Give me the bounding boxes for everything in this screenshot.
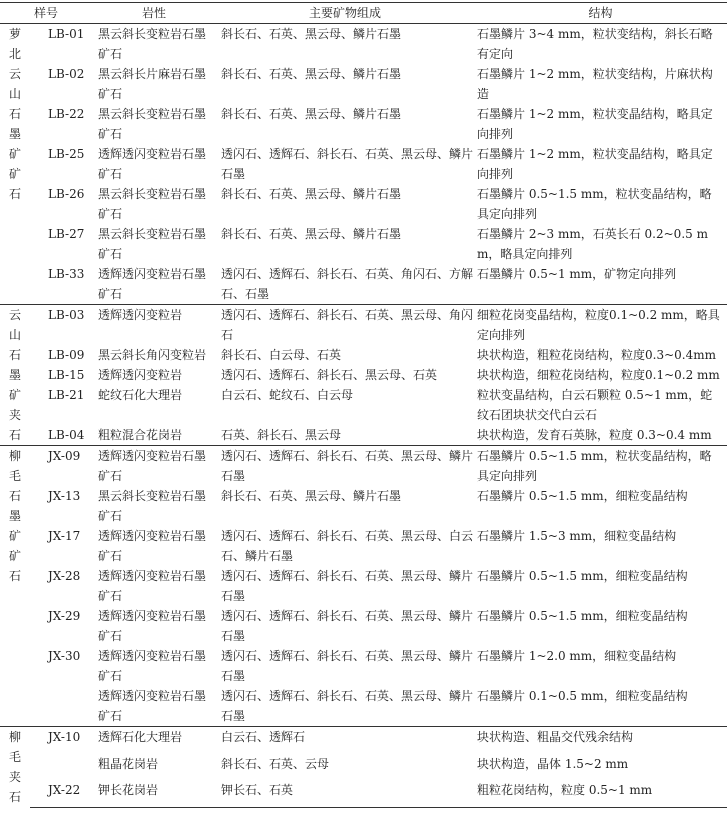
- table-row: [0, 566, 727, 606]
- minerals-cell: 透闪石、透辉石、斜长石、石英、黑云母、角闪石: [216, 305, 474, 346]
- sample-id-cell: LB-03: [30, 305, 92, 346]
- table-row: [0, 305, 727, 346]
- sample-id-cell: LB-01: [30, 24, 92, 65]
- sample-id-cell: [30, 754, 92, 780]
- rock-type-cell: 黑云斜长变粒岩石墨矿石: [98, 227, 207, 261]
- rock-type-cell: 透辉透闪变粒岩: [98, 368, 183, 382]
- sample-id-cell: JX-09: [30, 446, 92, 487]
- group-label-text: 柳毛石墨矿矿石: [8, 449, 21, 583]
- minerals-cell: 斜长石、石英、黑云母、鳞片石墨: [221, 187, 402, 201]
- minerals-cell: 透闪石、透辉石、斜长石、石英、黑云母、鳞片石墨: [221, 609, 474, 643]
- table-row: [0, 184, 727, 224]
- structure-cell: 块状构造，发育石英脉，粒度 0.3~0.4 mm: [477, 428, 712, 442]
- structure-cell: 石墨鳞片 1~2 mm，粒状变结构，片麻状构造: [477, 67, 713, 101]
- table-row: [0, 727, 727, 754]
- rock-type-cell: 粗晶花岗岩: [98, 756, 159, 771]
- sample-id-cell: LB-02: [48, 67, 85, 81]
- minerals-cell: 斜长石、白云母、石英: [221, 348, 342, 362]
- table-row: [0, 780, 727, 807]
- sample-id-cell: LB-33: [48, 267, 85, 281]
- sample-id-cell: JX-30: [48, 649, 81, 663]
- sample-id-cell: LB-15: [48, 368, 85, 382]
- group-label: [0, 24, 30, 305]
- header-rock-type: 岩性: [92, 3, 216, 24]
- minerals-cell: 透闪石、透辉石、斜长石、黑云母、石英: [221, 368, 438, 382]
- rock-type-cell: 透辉石化大理岩: [92, 727, 216, 754]
- group-label: [0, 446, 30, 727]
- rock-type-cell: 透辉透闪变粒岩石墨矿石: [98, 689, 207, 723]
- rock-type-cell: 黑云斜长变粒岩石墨矿石: [98, 107, 207, 141]
- structure-cell: 石墨鳞片 0.5~1.5 mm，细粒变晶结构: [477, 489, 688, 503]
- rock-type-cell: 黑云斜长片麻岩石墨矿石: [98, 67, 207, 101]
- table-row: [0, 345, 727, 365]
- table-row: [0, 446, 727, 487]
- minerals-cell: 斜长石、石英、黑云母、鳞片石墨: [221, 489, 402, 503]
- structure-cell: 石墨鳞片 1~2.0 mm，细粒变晶结构: [477, 649, 677, 663]
- structure-cell: 粒状变晶结构，白云石颗粒 0.5~1 mm，蛇纹石团块状交代白云石: [477, 388, 713, 422]
- rock-type-cell: 黑云斜长变粒岩石墨矿石: [98, 489, 207, 523]
- sample-id-cell: LB-09: [48, 348, 85, 362]
- group-label-text: 萝北云山石墨矿矿石: [8, 27, 21, 201]
- structure-cell: 石墨鳞片 0.5~1.5 mm，粒状变晶结构，略具定向排列: [477, 187, 712, 221]
- table-row: [0, 104, 727, 144]
- group-label: [0, 305, 30, 446]
- table-row: [0, 646, 727, 686]
- table-row: [0, 224, 727, 264]
- table-row: [0, 606, 727, 646]
- minerals-cell: 透闪石、透辉石、斜长石、石英、黑云母、鳞片石墨: [221, 689, 474, 723]
- minerals-cell: 透闪石、透辉石、斜长石、石英、黑云母、鳞片石墨: [216, 446, 474, 487]
- table-row: [0, 754, 727, 780]
- sample-id-cell: LB-25: [48, 147, 85, 161]
- rock-type-cell: 透辉透闪变粒岩石墨矿石: [98, 267, 207, 301]
- minerals-cell: 透闪石、透辉石、斜长石、石英、黑云母、鳞片石墨: [221, 147, 474, 181]
- structure-cell: 细粒花岗变晶结构，粒度0.1~0.2 mm，略具定向排列: [474, 305, 727, 346]
- rock-type-cell: 透辉透闪变粒岩石墨矿石: [98, 609, 207, 643]
- sample-id-cell: JX-17: [48, 529, 81, 543]
- minerals-cell: 斜长石、石英、黑云母、鳞片石墨: [221, 107, 402, 121]
- table-row: [0, 264, 727, 305]
- sample-id-cell: [30, 686, 92, 727]
- sample-id-cell: LB-26: [48, 187, 85, 201]
- structure-cell: 石墨鳞片 1.5~3 mm，细粒变晶结构: [477, 529, 677, 543]
- rock-type-cell: 黑云斜长变粒岩石墨矿石: [92, 24, 216, 65]
- structure-cell: 石墨鳞片 0.5~1 mm，矿物定向排列: [477, 267, 677, 281]
- minerals-cell: 透闪石、透辉石、斜长石、石英、角闪石、方解石、石墨: [221, 267, 474, 301]
- sample-id-cell: LB-04: [48, 428, 85, 442]
- rock-type-cell: 透辉透闪变粒岩石墨矿石: [98, 147, 207, 181]
- structure-cell: 块状构造，细粒花岗结构，粒度0.1~0.2 mm: [477, 368, 720, 382]
- sample-id-cell: JX-13: [48, 489, 81, 503]
- table-row: [0, 144, 727, 184]
- minerals-cell: 钾长石、石英: [216, 780, 474, 807]
- table-row: [0, 425, 727, 446]
- rock-type-cell: 透辉透闪变粒岩石墨矿石: [98, 649, 207, 683]
- sample-id-cell: LB-27: [48, 227, 85, 241]
- structure-cell: 块状构造，晶体 1.5~2 mm: [477, 756, 629, 771]
- rock-type-cell: 透辉透闪变粒岩石墨矿石: [98, 529, 207, 563]
- minerals-cell: 斜长石、石英、黑云母、鳞片石墨: [216, 24, 474, 65]
- sample-id-cell: JX-29: [48, 609, 81, 623]
- mineral-table: [0, 2, 727, 808]
- minerals-cell: 透闪石、透辉石、斜长石、石英、黑云母、鳞片石墨: [221, 649, 474, 683]
- rock-type-cell: 粗粒混合花岗岩: [98, 428, 183, 442]
- table-header-row: [0, 3, 727, 24]
- rock-type-cell: 蛇纹石化大理岩: [98, 388, 183, 402]
- minerals-cell: 透闪石、透辉石、斜长石、石英、黑云母、鳞片石墨: [221, 569, 474, 603]
- header-structure: 结构: [474, 3, 727, 24]
- sample-id-cell: JX-28: [48, 569, 81, 583]
- structure-cell: 石墨鳞片 1~2 mm，粒状变晶结构，略具定向排列: [477, 107, 713, 141]
- minerals-cell: 白云石、透辉石: [216, 727, 474, 754]
- structure-cell: 石墨鳞片 3~4 mm，粒状变结构，斜长石略有定向: [474, 24, 727, 65]
- rock-type-cell: 透辉透闪变粒岩石墨矿石: [92, 446, 216, 487]
- structure-cell: 石墨鳞片 0.5~1.5 mm，细粒变晶结构: [477, 609, 688, 623]
- structure-cell: 石墨鳞片 0.5~1.5 mm，细粒变晶结构: [477, 569, 688, 583]
- minerals-cell: 透闪石、透辉石、斜长石、石英、黑云母、白云石、鳞片石墨: [221, 529, 474, 563]
- sample-id-cell: LB-22: [48, 107, 85, 121]
- rock-type-cell: 钾长花岗岩: [92, 780, 216, 807]
- minerals-cell: 石英、斜长石、黑云母: [221, 428, 342, 442]
- minerals-cell: 斜长石、石英、黑云母、鳞片石墨: [221, 227, 402, 241]
- structure-cell: 石墨鳞片 2~3 mm，石英长石 0.2~0.5 mm，略具定向排列: [477, 227, 708, 261]
- header-minerals: 主要矿物组成: [216, 3, 474, 24]
- structure-cell: 石墨鳞片 0.1~0.5 mm，细粒变晶结构: [477, 689, 688, 703]
- structure-cell: 石墨鳞片 0.5~1.5 mm，粒状变晶结构，略具定向排列: [474, 446, 727, 487]
- structure-cell: 粗粒花岗结构，粒度 0.5~1 mm: [474, 780, 727, 807]
- group-label: [0, 727, 30, 808]
- rock-type-cell: 透辉透闪变粒岩: [92, 305, 216, 346]
- rock-type-cell: 黑云斜长变粒岩石墨矿石: [98, 187, 207, 221]
- table-body: [0, 24, 727, 808]
- header-sample-id: 样号: [0, 3, 92, 24]
- table-row: [0, 486, 727, 526]
- table-row: [0, 24, 727, 65]
- sample-id-cell: JX-22: [30, 780, 92, 807]
- structure-cell: 块状构造、粗晶交代残余结构: [474, 727, 727, 754]
- rock-type-cell: 黑云斜长角闪变粒岩: [98, 348, 207, 362]
- table-row: [0, 64, 727, 104]
- sample-id-cell: LB-21: [48, 388, 85, 402]
- group-label-text: 云山石墨矿夹石: [8, 308, 21, 442]
- rock-type-cell: 透辉透闪变粒岩石墨矿石: [98, 569, 207, 603]
- structure-cell: 石墨鳞片 1~2 mm，粒状变晶结构，略具定向排列: [477, 147, 713, 181]
- structure-cell: 块状构造，粗粒花岗结构，粒度0.3~0.4mm: [477, 348, 716, 362]
- table-row: [0, 385, 727, 425]
- table-row: [0, 526, 727, 566]
- minerals-cell: 白云石、蛇纹石、白云母: [221, 388, 354, 402]
- minerals-cell: 斜长石、石英、黑云母、鳞片石墨: [221, 67, 402, 81]
- minerals-cell: 斜长石、石英、云母: [221, 756, 330, 771]
- sample-id-cell: JX-10: [30, 727, 92, 754]
- group-label-text: 柳毛夹石: [8, 730, 21, 804]
- table-row: [0, 686, 727, 727]
- table-row: [0, 365, 727, 385]
